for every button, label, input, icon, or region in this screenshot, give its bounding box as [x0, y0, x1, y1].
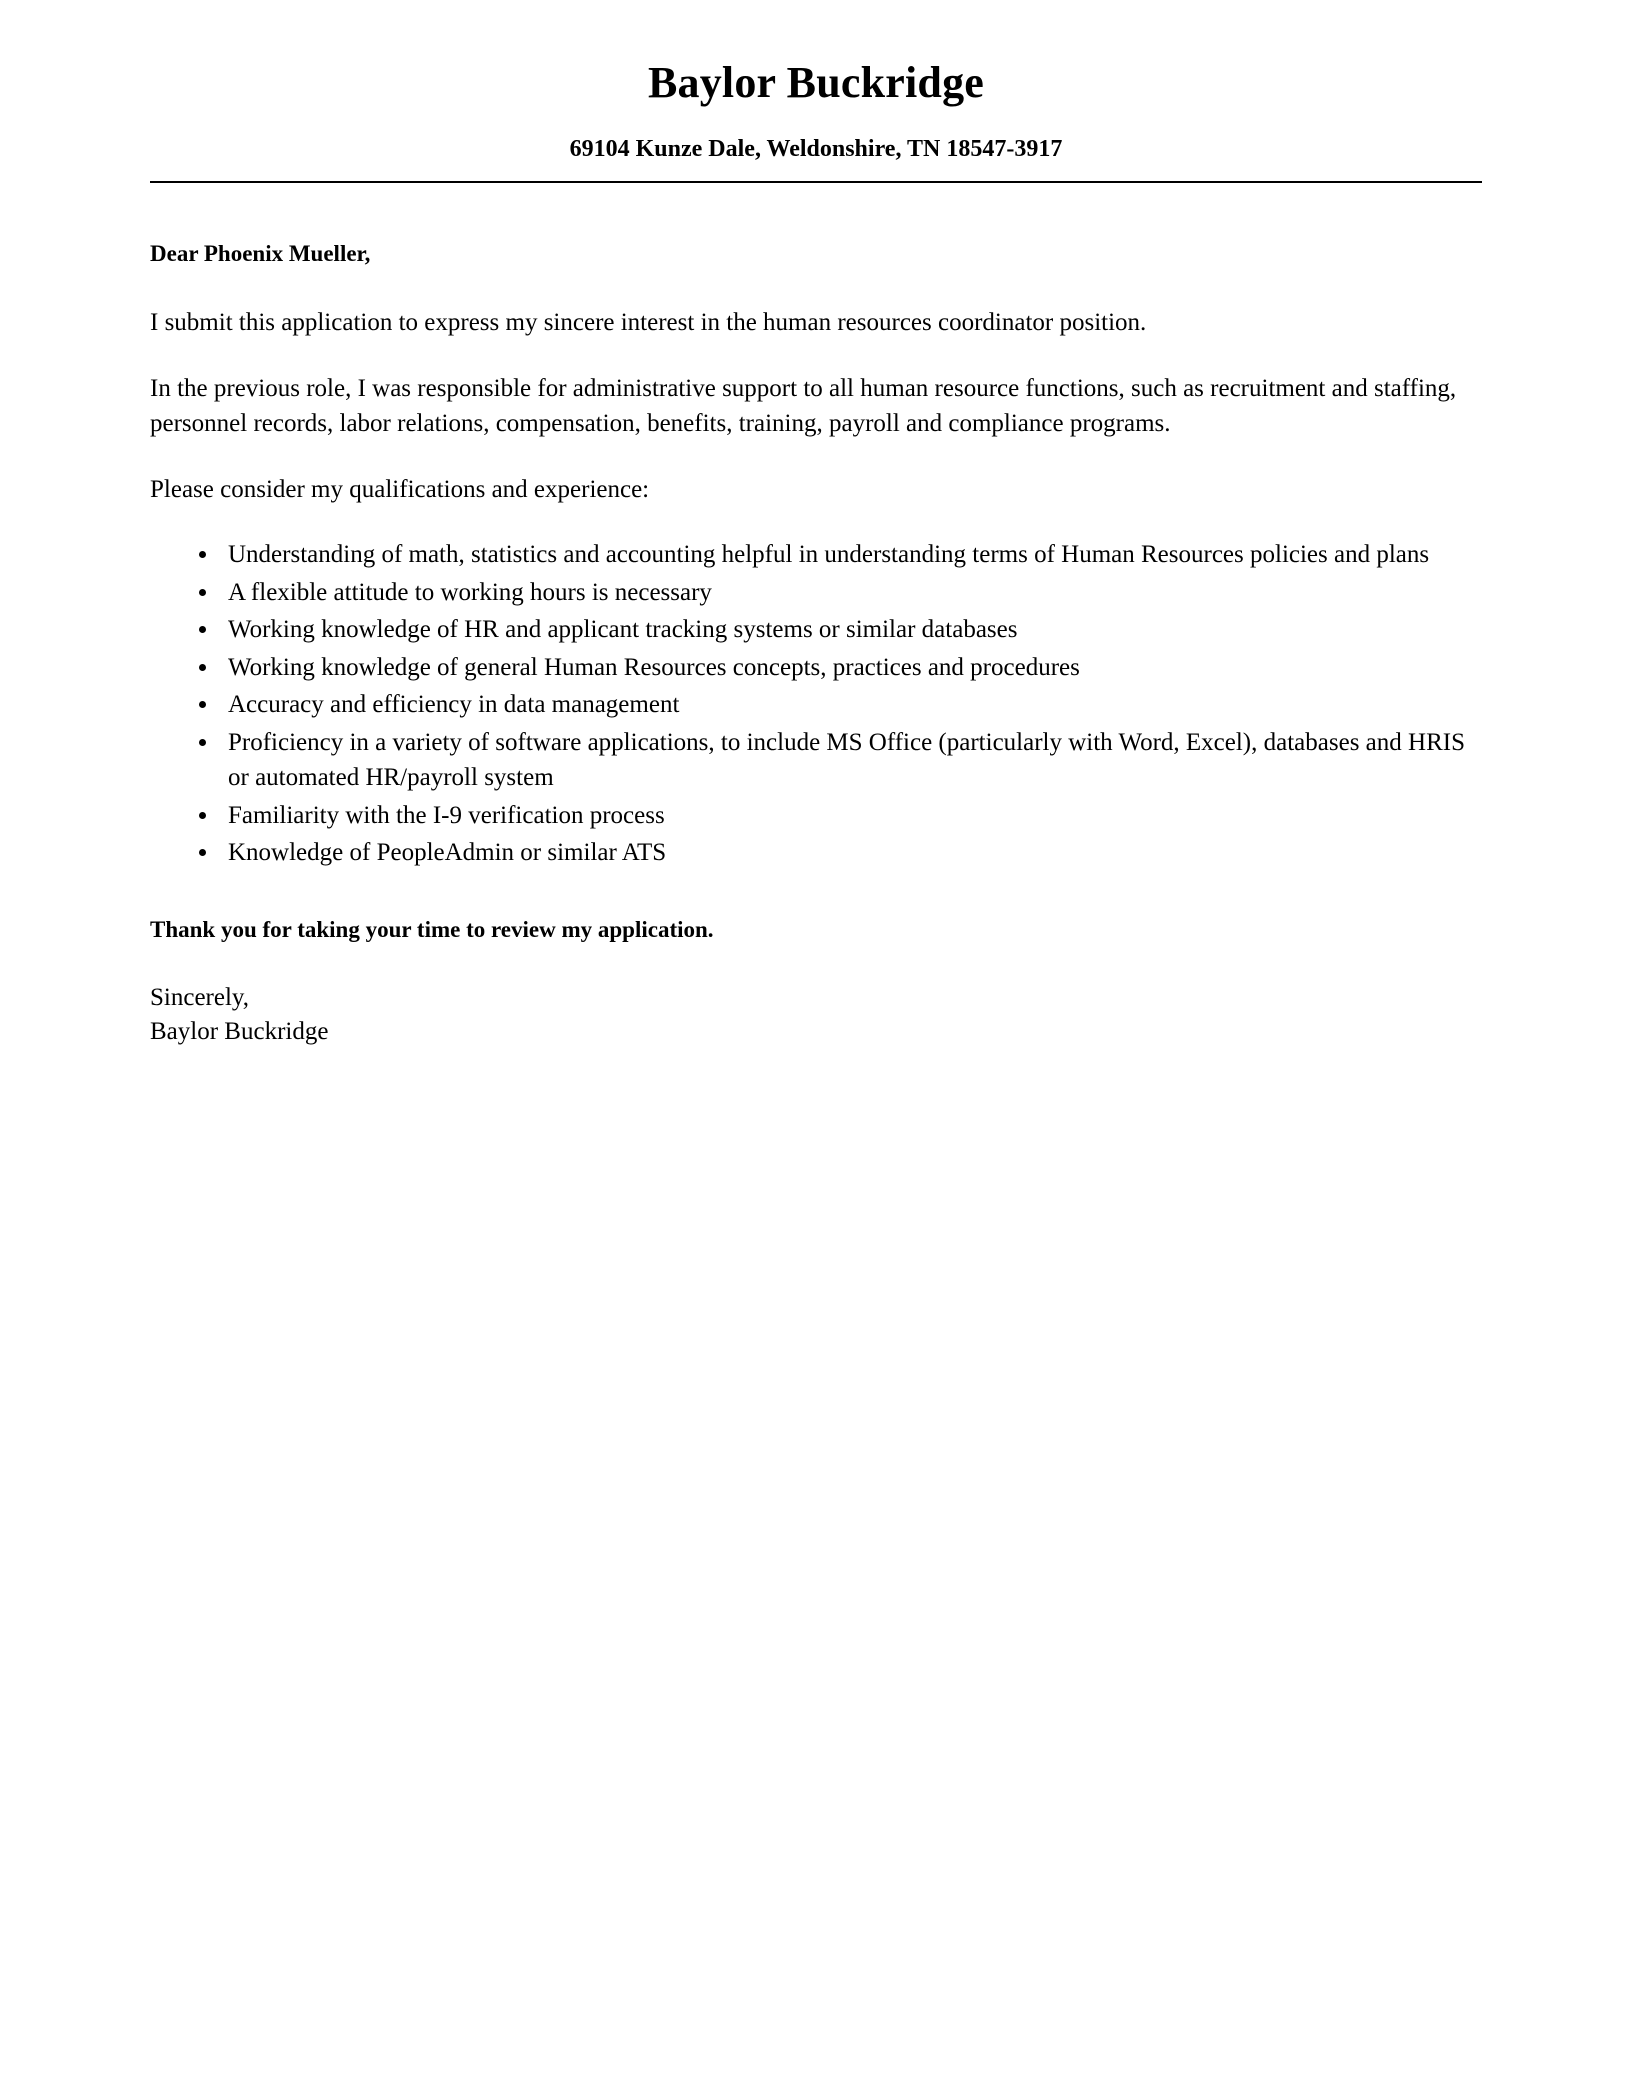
thank-you-line: Thank you for taking your time to review my application.	[150, 916, 714, 942]
list-item: • Familiarity with the I-9 verification process	[220, 798, 1482, 834]
list-item: • Knowledge of PeopleAdmin or similar ATS	[220, 835, 1482, 871]
letterhead	[150, 58, 1482, 163]
list-item: • Accuracy and efficiency in data management	[220, 687, 1482, 723]
closing-word: Sincerely,	[150, 983, 250, 1011]
sender-name: Baylor Buckridge	[647, 58, 985, 107]
sender-address: 69104 Kunze Dale, Weldonshire, TN 18547-3917	[569, 135, 1063, 162]
salutation: Dear Phoenix Mueller,	[150, 241, 371, 267]
signature-name: Baylor Buckridge	[150, 1017, 329, 1045]
qualifications-list	[150, 537, 1482, 871]
list-item: • Working knowledge of general Human Resources concepts, practices and procedures	[220, 650, 1482, 686]
header-divider	[150, 181, 1482, 183]
list-item: • Working knowledge of HR and applicant tracking systems or similar databases	[220, 612, 1482, 648]
paragraph-intro: I submit this application to express my sincere interest in the human resources coordinator position.	[150, 309, 1147, 337]
list-item: • Proficiency in a variety of software applications, to include MS Office (particularly with Word, Excel), databases and HRIS or automated HR/payroll system	[220, 725, 1482, 796]
paragraph-experience: In the previous role, I was responsible for administrative support to all human resource functions, such as recruitment and staffing, personnel records, labor relations, compensation, benefits, training, payroll and compliance programs.	[150, 374, 1457, 438]
closing-block	[150, 981, 1482, 1049]
paragraph-qualifications-lead: Please consider my qualifications and experience:	[150, 475, 650, 503]
list-item: • A flexible attitude to working hours is necessary	[220, 575, 1482, 611]
list-item: • Understanding of math, statistics and accounting helpful in understanding terms of Human Resources policies and plans	[220, 537, 1482, 573]
